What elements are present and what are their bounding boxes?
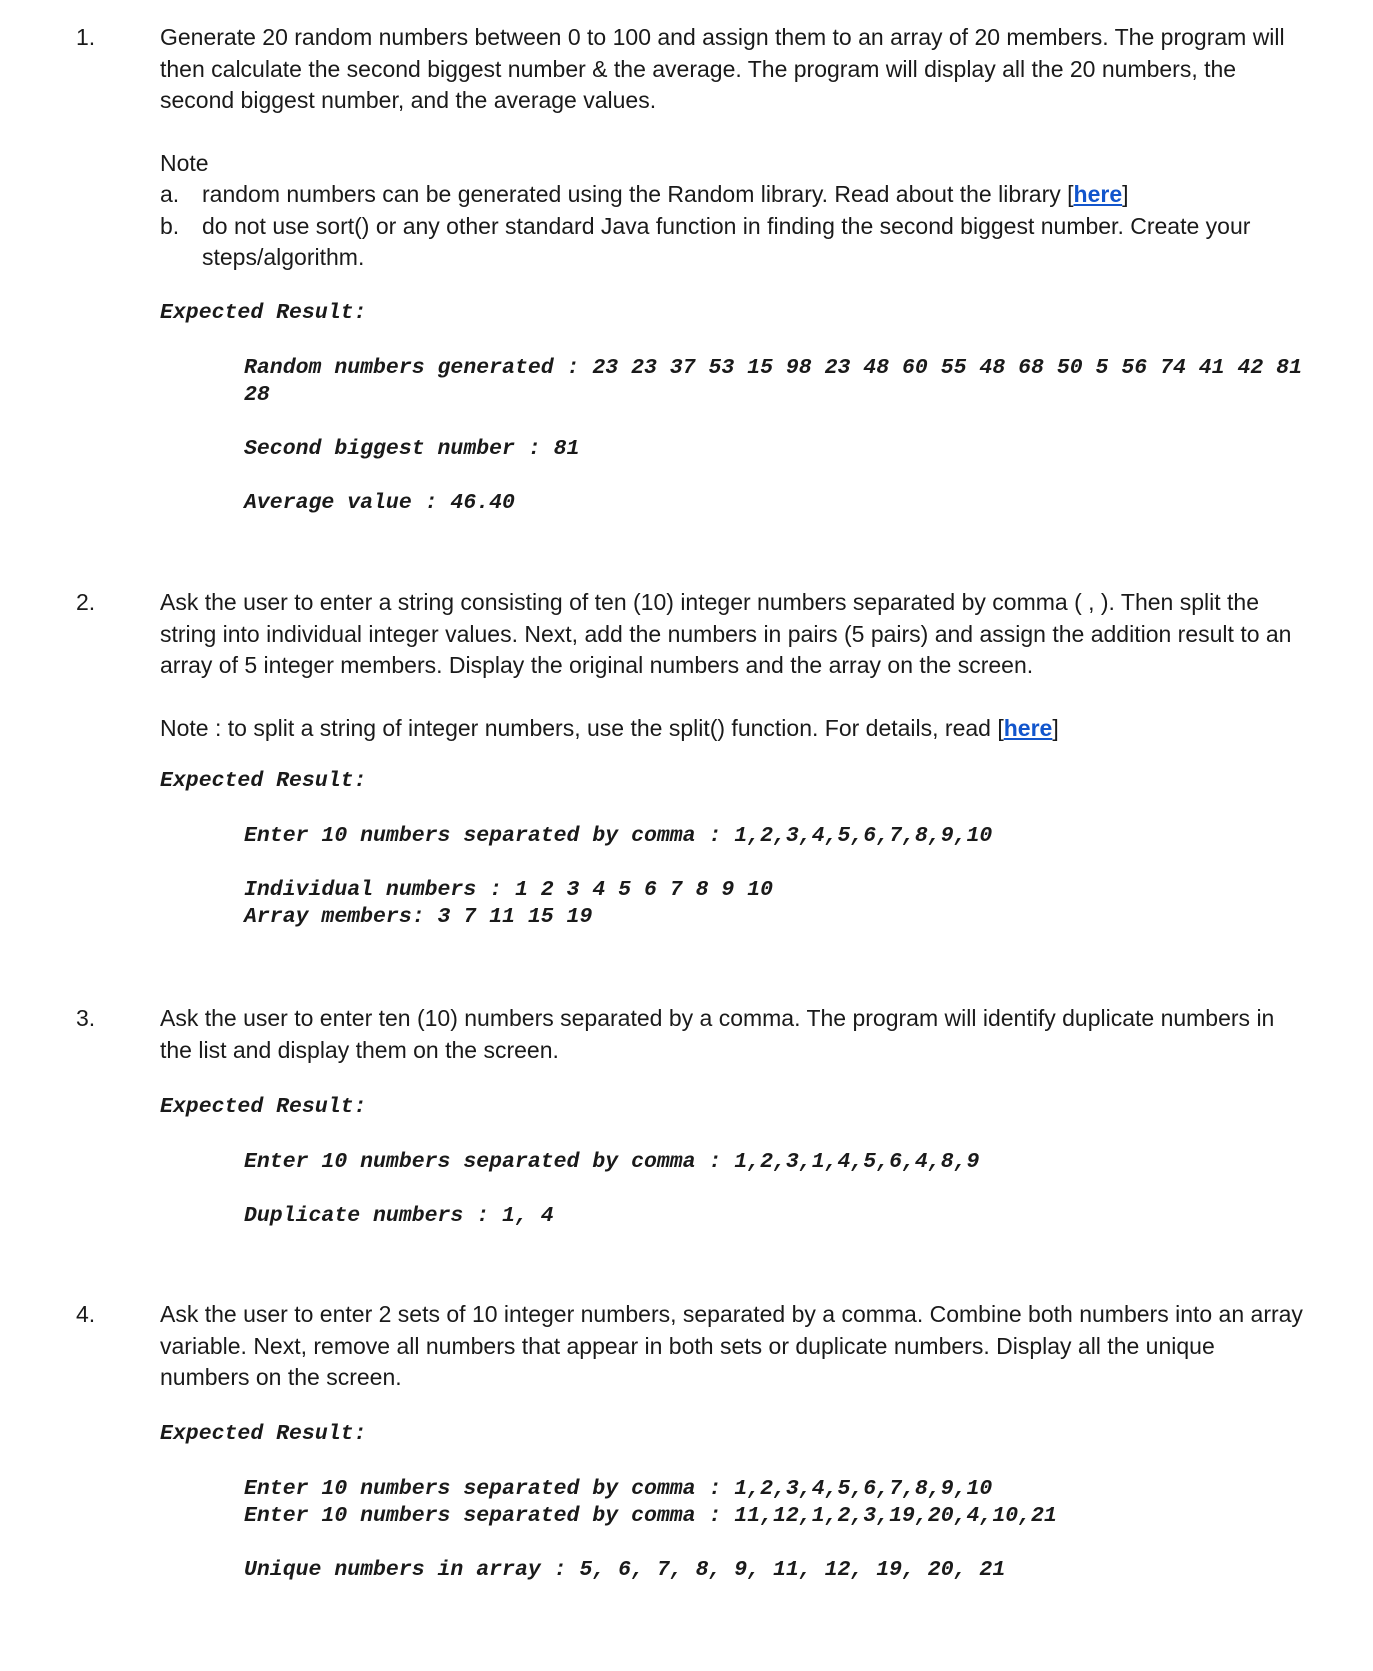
random-library-link[interactable]: here: [1073, 181, 1123, 207]
output-line: Second biggest number : 81: [244, 436, 580, 461]
note-text: [160, 713, 1310, 745]
output-line: Random numbers generated : 23 23 37 53 15 98 23 48 60 55 48 68 50 5 56 74 41 42 81: [244, 355, 1302, 380]
note-body: Note : to split a string of integer numbers, use the split() function. For details, read: [160, 714, 998, 741]
output-line: Enter 10 numbers separated by comma : 1,2,3,1,4,5,6,4,8,9: [244, 1150, 980, 1174]
output-line: Enter 10 numbers separated by comma : 1,2,3,4,5,6,7,8,9,10: [244, 1476, 993, 1501]
output-line: Average value : 46.40: [244, 490, 515, 515]
expected-result-label: Expected Result:: [160, 1421, 367, 1446]
question-number: 4.: [76, 1301, 96, 1327]
bracket: ]: [1122, 181, 1129, 207]
output-line: Array members: 3 7 11 15 19: [244, 905, 593, 929]
output-line: Unique numbers in array : 5, 6, 7, 8, 9, 11, 12, 19, 20, 21: [244, 1557, 1006, 1582]
split-function-link[interactable]: here: [1003, 714, 1053, 741]
note-text: do not use sort() or any other standard Java function in finding the second biggest number. Create your steps/algorithm.: [202, 212, 1251, 270]
expected-result-label: Expected Result:: [160, 1095, 367, 1119]
question-text: Generate 20 random numbers between 0 to 100 and assign them to an array of 20 members. The program will then calculate the second biggest number & the average. The program will display all the 20 numbers, the second biggest number, and the average values.: [160, 24, 1285, 113]
expected-result-label: Expected Result:: [160, 300, 367, 325]
bracket: [: [1067, 181, 1074, 207]
note-marker: b.: [160, 212, 180, 239]
question-number: 3.: [76, 1005, 96, 1031]
note-item-a: [160, 179, 1310, 211]
output-line: Individual numbers : 1 2 3 4 5 6 7 8 9 10: [244, 878, 773, 902]
note-item-b: [160, 211, 1310, 274]
question-number: 1.: [76, 24, 96, 50]
output-line: Enter 10 numbers separated by comma : 1,2,3,4,5,6,7,8,9,10: [244, 824, 993, 848]
output-line: Enter 10 numbers separated by comma : 11,12,1,2,3,19,20,4,10,21: [244, 1503, 1057, 1528]
note-list: [160, 179, 1310, 274]
question-text: Ask the user to enter ten (10) numbers separated by a comma. The program will identify duplicate numbers in the list and display them on the screen.: [160, 1005, 1275, 1063]
bracket: [: [997, 714, 1004, 741]
note-text: random numbers can be generated using the Random library. Read about the library: [202, 181, 1068, 207]
note-label: Note: [160, 149, 209, 176]
note-marker: a.: [160, 181, 180, 207]
expected-result-label: Expected Result:: [160, 769, 367, 793]
question-text: Ask the user to enter 2 sets of 10 integer numbers, separated by a comma. Combine both numbers into an array variable. Next, remove all numbers that appear in both sets or duplicate numbers. Display all the unique numbers on the screen.: [160, 1301, 1303, 1390]
question-text: Ask the user to enter a string consisting of ten (10) integer numbers separated by comma ( , ). Then split the string into individual integer values. Next, add the numbers in pairs (5 pairs) and assign the addition result to an array of 5 integer members. Display the original numbers and the array on the screen.: [160, 589, 1292, 678]
question-number: 2.: [76, 589, 96, 615]
output-line: Duplicate numbers : 1, 4: [244, 1204, 554, 1228]
output-line: 28: [244, 382, 270, 407]
bracket: ]: [1052, 714, 1059, 741]
